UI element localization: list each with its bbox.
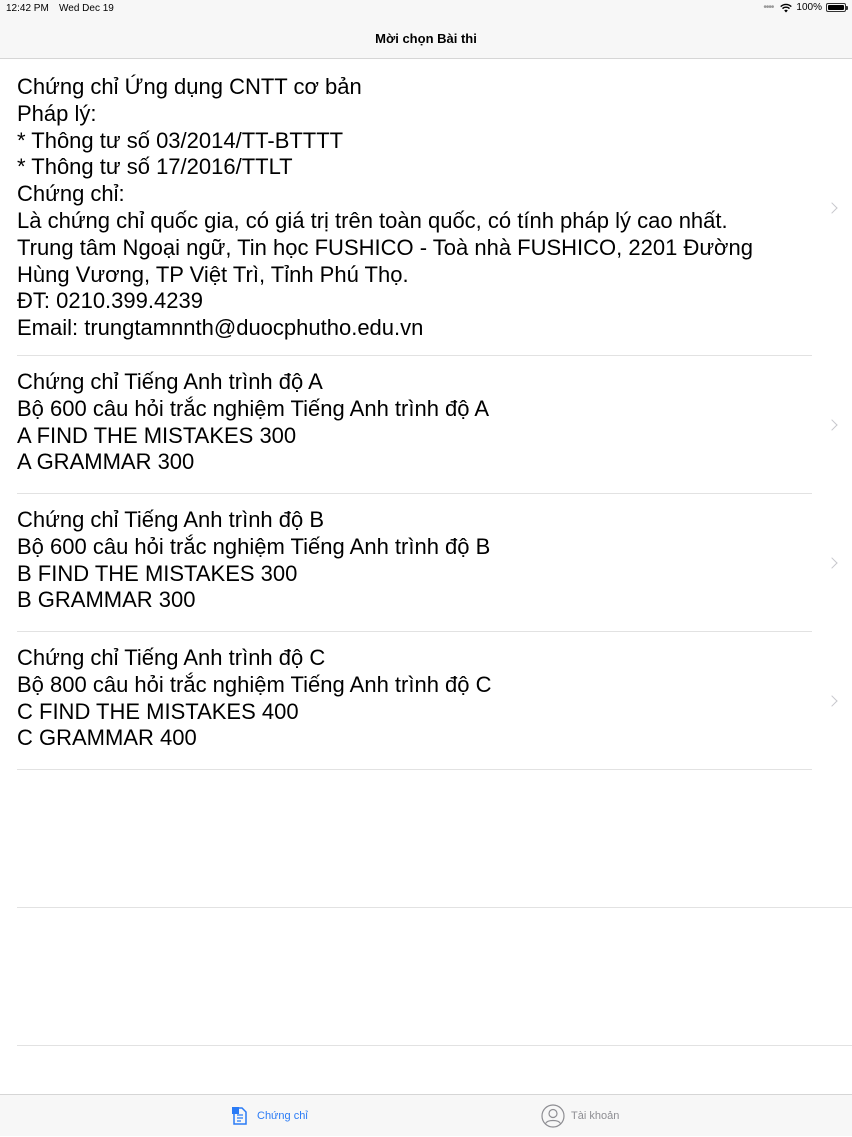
list-item-text: Chứng chỉ Ứng dụng CNTT cơ bản Pháp lý: * Thông tư số 03/2014/TT-BTTTT * Thông tư số 17/2016/TTLT Chứng chỉ: Là chứng chỉ quốc gia, có giá trị trên toàn quốc, có tính pháp lý cao nhất. Trung tâm Ngoại ngữ, Tin học FUSHICO - Toà nhà FUSHICO, 2201 Đường Hùng Vương, TP Việt Trì, Tỉnh Phú Thọ. ĐT: 0210.399.4239 Email: trungtamnnth@duocphutho.edu.vn bbox=[17, 74, 753, 341]
tab-account[interactable] bbox=[541, 1095, 619, 1137]
status-date: Wed Dec 19 bbox=[59, 3, 114, 14]
status-bar bbox=[0, 0, 852, 18]
certificate-icon bbox=[231, 1106, 251, 1126]
chevron-right-icon bbox=[826, 557, 837, 568]
list-item[interactable] bbox=[0, 632, 852, 770]
tab-certificates-label: Chứng chỉ bbox=[257, 1110, 308, 1122]
battery-icon bbox=[826, 3, 846, 12]
tab-bar bbox=[0, 1094, 852, 1136]
tab-account-label: Tài khoản bbox=[571, 1110, 620, 1122]
list-item-text: Chứng chỉ Tiếng Anh trình độ B Bộ 600 câu hỏi trắc nghiệm Tiếng Anh trình độ B B FIND THE MISTAKES 300 B GRAMMAR 300 bbox=[17, 507, 491, 613]
exam-list bbox=[0, 59, 852, 1046]
list-item-text: Chứng chỉ Tiếng Anh trình độ C Bộ 800 câu hỏi trắc nghiệm Tiếng Anh trình độ C C FIND THE MISTAKES 400 C GRAMMAR 400 bbox=[17, 645, 492, 751]
page-title: Mời chọn Bài thi bbox=[375, 30, 477, 46]
user-icon bbox=[541, 1104, 565, 1128]
list-item[interactable] bbox=[0, 356, 852, 494]
status-indicators bbox=[763, 2, 846, 13]
chevron-right-icon bbox=[826, 695, 837, 706]
list-item-text: Chứng chỉ Tiếng Anh trình độ A Bộ 600 câu hỏi trắc nghiệm Tiếng Anh trình độ A A FIND THE MISTAKES 300 A GRAMMAR 300 bbox=[17, 369, 490, 475]
list-item[interactable] bbox=[0, 494, 852, 632]
status-time: 12:42 PM bbox=[6, 3, 49, 14]
navigation-bar bbox=[0, 18, 852, 59]
tab-certificates[interactable] bbox=[231, 1095, 308, 1137]
list-item[interactable] bbox=[0, 59, 852, 356]
chevron-right-icon bbox=[826, 202, 837, 213]
chevron-right-icon bbox=[826, 419, 837, 430]
empty-row bbox=[17, 770, 852, 908]
battery-percent: 100% bbox=[796, 2, 822, 13]
empty-row bbox=[17, 908, 852, 1046]
wifi-icon bbox=[780, 3, 792, 13]
signal-icon: •••• bbox=[763, 2, 774, 13]
